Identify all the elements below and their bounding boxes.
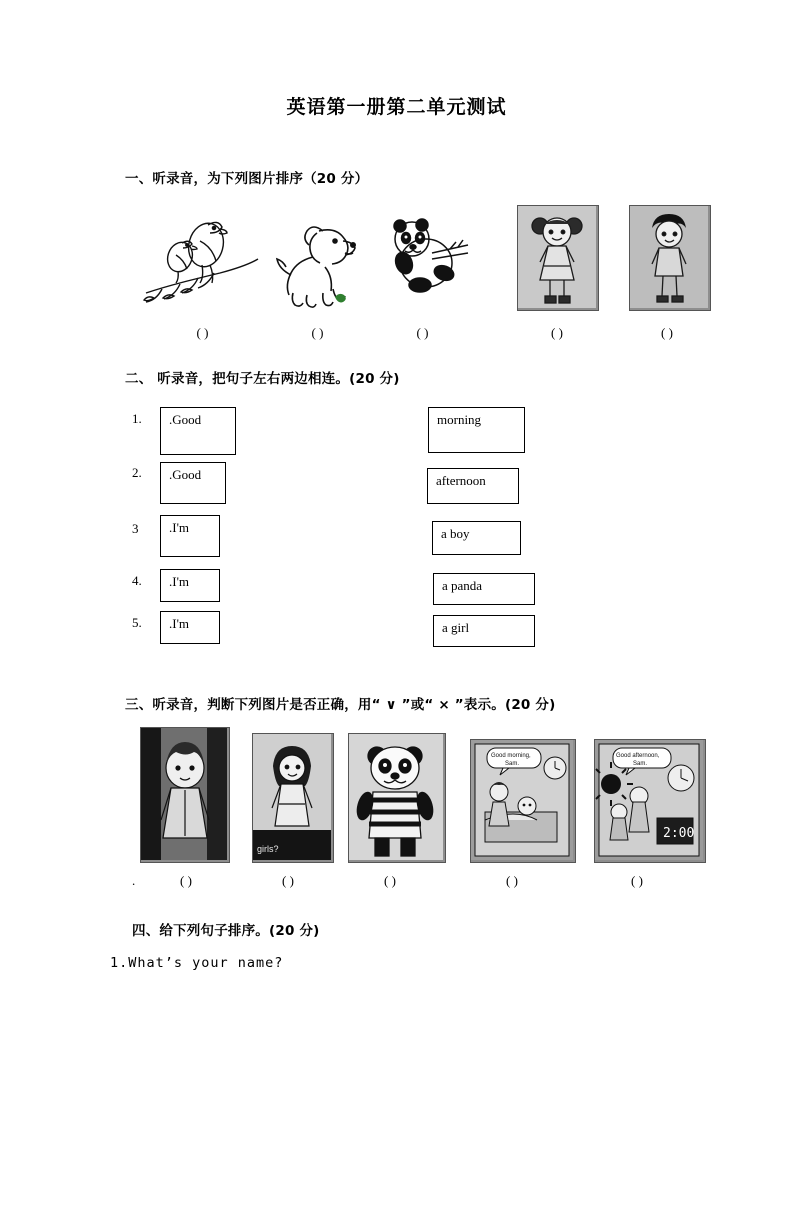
- bird-on-branch-lineart: [140, 201, 265, 311]
- section-1-heading: 一、听录音，为下列图片排序（20 分）: [125, 171, 369, 187]
- match-left-item[interactable]: .I'm: [160, 569, 220, 602]
- section-1-image-row: [70, 201, 723, 311]
- row-number: 3: [132, 521, 139, 536]
- worksheet-page: [0, 92, 793, 1214]
- section-4-question-1: 1.What’s your name?: [110, 955, 284, 971]
- panda-lineart: [370, 201, 475, 311]
- panda-photo: [348, 733, 446, 863]
- answer-bracket[interactable]: ( ): [282, 873, 294, 888]
- svg-text:Good afternoon,: Good afternoon,: [616, 753, 660, 759]
- section-2-heading: 二、 听录音，把句子左右两边相连。(20 分): [125, 371, 400, 387]
- answer-bracket[interactable]: ( ): [551, 325, 563, 340]
- match-left-item[interactable]: .Good: [160, 407, 236, 455]
- answer-bracket[interactable]: ( ): [416, 325, 429, 340]
- section-3-heading: 三、听录音，判断下列图片是否正确，用“ ∨ ”或“ × ”表示。(20 分): [125, 697, 556, 713]
- row-number: 4.: [132, 573, 142, 588]
- row-number: 2.: [132, 465, 142, 480]
- match-left-item[interactable]: .Good: [160, 462, 226, 504]
- match-right-item[interactable]: afternoon: [427, 468, 519, 504]
- answer-bracket[interactable]: ( ): [180, 873, 192, 888]
- match-right-item[interactable]: a girl: [433, 615, 535, 647]
- match-left-item[interactable]: .I'm: [160, 611, 220, 644]
- answer-bracket[interactable]: ( ): [384, 873, 396, 888]
- svg-text:2:00: 2:00: [663, 826, 695, 841]
- section-1-answer-brackets: [70, 325, 723, 341]
- match-right-item[interactable]: a boy: [432, 521, 521, 555]
- answer-bracket[interactable]: ( ): [506, 873, 518, 888]
- match-right-item[interactable]: a panda: [433, 573, 535, 605]
- girl-photo: [517, 205, 599, 311]
- dog-lineart: [265, 201, 370, 311]
- morning-comic-photo: [470, 739, 576, 863]
- boy-photo: [629, 205, 711, 311]
- svg-text:Good morning,: Good morning,: [491, 753, 531, 759]
- page-title: 英语第一册第二单元测试: [286, 96, 507, 118]
- match-left-item[interactable]: .I'm: [160, 515, 220, 557]
- girl-photo: [252, 733, 334, 863]
- afternoon-comic-photo: [594, 739, 706, 863]
- match-right-item[interactable]: morning: [428, 407, 525, 453]
- answer-bracket[interactable]: ( ): [311, 325, 324, 340]
- section-3-answer-brackets: [70, 873, 723, 889]
- answer-bracket[interactable]: ( ): [661, 325, 673, 340]
- section-3-image-row: [70, 727, 723, 863]
- answer-bracket[interactable]: ( ): [631, 873, 643, 888]
- answer-bracket[interactable]: ( ): [196, 325, 209, 340]
- section-4-heading: 四、给下列句子排序。(20 分): [132, 923, 320, 939]
- svg-text:Sam.: Sam.: [633, 761, 648, 767]
- bracket-prefix: .: [132, 873, 136, 888]
- svg-text:girls?: girls?: [257, 844, 279, 854]
- woman-photo: [140, 727, 230, 863]
- row-number: 1.: [132, 411, 142, 426]
- row-number: 5.: [132, 615, 142, 630]
- svg-text:Sam.: Sam.: [505, 761, 520, 767]
- section-2-matching: [70, 403, 723, 671]
